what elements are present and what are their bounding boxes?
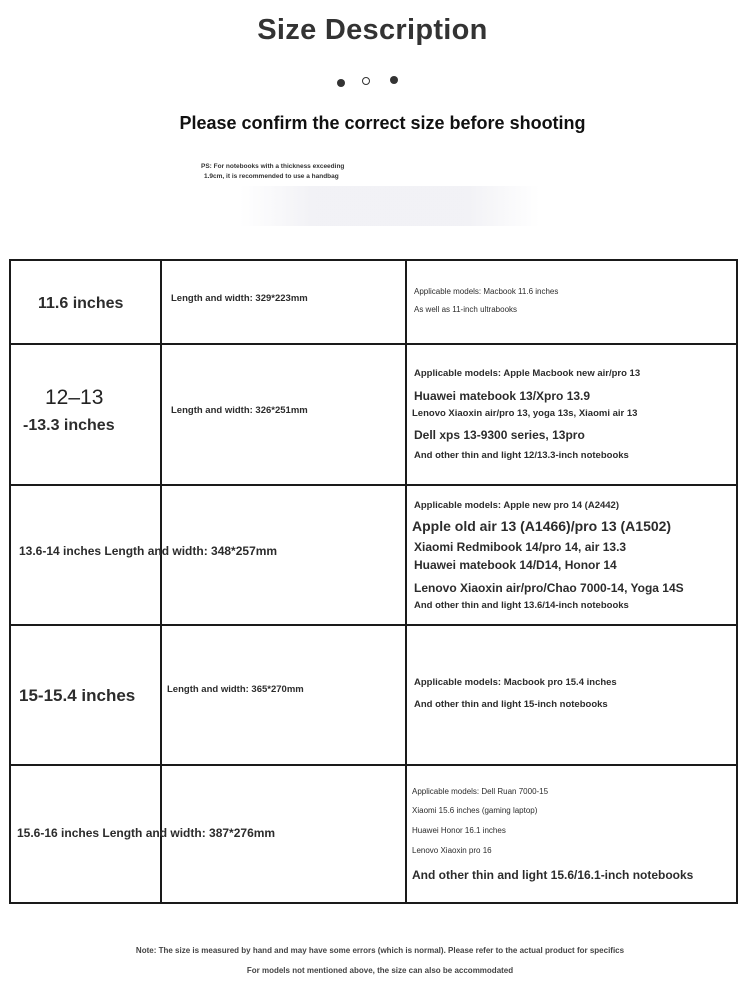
dot-icon <box>337 79 345 87</box>
dimensions: Length and width: 329*223mm <box>171 293 308 304</box>
models-line: And other thin and light 15-inch notebooks <box>414 699 608 710</box>
models-line: Applicable models: Macbook pro 15.4 inches <box>414 677 617 688</box>
page-title: Size Description <box>257 14 488 46</box>
size-table <box>9 259 738 904</box>
models-line: As well as 11-inch ultrabooks <box>414 305 518 314</box>
row-divider <box>11 764 736 766</box>
decorative-dots <box>0 76 750 88</box>
models-line: And other thin and light 12/13.3-inch notebooks <box>414 450 629 461</box>
models-line: Xiaomi Redmibook 14/pro 14, air 13.3 <box>414 540 627 554</box>
ps-note-line-1: PS: For notebooks with a thickness exceeding <box>201 163 345 170</box>
models-line: Lenovo Xiaoxin pro 16 <box>412 846 492 855</box>
models-line: Lenovo Xiaoxin air/pro/Chao 7000-14, Yoga 14S <box>414 581 684 595</box>
column-divider <box>160 261 162 902</box>
page-subtitle: Please confirm the correct size before shooting <box>179 113 586 133</box>
size-label: 13.6-14 inches Length and width: 348*257mm <box>19 544 278 558</box>
ps-note <box>201 162 371 182</box>
row-divider <box>11 343 736 345</box>
models-line: Applicable models: Dell Ruan 7000-15 <box>412 787 549 796</box>
models-line: Huawei matebook 14/D14, Honor 14 <box>414 558 617 572</box>
models-line: Huawei Honor 16.1 inches <box>412 826 506 835</box>
size-label: 15.6-16 inches Length and width: 387*276mm <box>17 826 276 840</box>
models-line: And other thin and light 15.6/16.1-inch notebooks <box>412 868 694 882</box>
row-divider <box>11 484 736 486</box>
dot-icon <box>390 76 398 84</box>
size-label: -13.3 inches <box>23 417 115 434</box>
faded-watermark <box>240 186 540 226</box>
column-divider <box>405 261 407 902</box>
dimensions: Length and width: 365*270mm <box>167 684 304 695</box>
footer-note: For models not mentioned above, the size can also be accommodated <box>246 966 514 975</box>
models-line: Apple old air 13 (A1466)/pro 13 (A1502) <box>412 518 672 534</box>
ps-note-line-2: 1.9cm, it is recommended to use a handbag <box>204 173 339 180</box>
models-line: And other thin and light 13.6/14-inch notebooks <box>414 600 629 611</box>
dimensions: Length and width: 326*251mm <box>171 405 308 416</box>
models-line: Xiaomi 15.6 inches (gaming laptop) <box>412 806 538 815</box>
footer-note: Note: The size is measured by hand and may have some errors (which is normal). Please refer to the actual product for specifics <box>135 946 625 955</box>
models-line: Applicable models: Macbook 11.6 inches <box>414 287 559 296</box>
models-line: Applicable models: Apple new pro 14 (A2442) <box>414 500 620 511</box>
ring-icon <box>362 77 370 85</box>
size-label: 15-15.4 inches <box>19 686 136 705</box>
size-label: 11.6 inches <box>38 295 124 312</box>
models-line: Dell xps 13-9300 series, 13pro <box>414 428 585 442</box>
row-divider <box>11 624 736 626</box>
models-line: Applicable models: Apple Macbook new air/pro 13 <box>414 368 641 379</box>
size-label: 12–13 <box>45 386 104 409</box>
models-line: Huawei matebook 13/Xpro 13.9 <box>414 389 591 403</box>
models-line: Lenovo Xiaoxin air/pro 13, yoga 13s, Xiaomi air 13 <box>412 408 638 419</box>
